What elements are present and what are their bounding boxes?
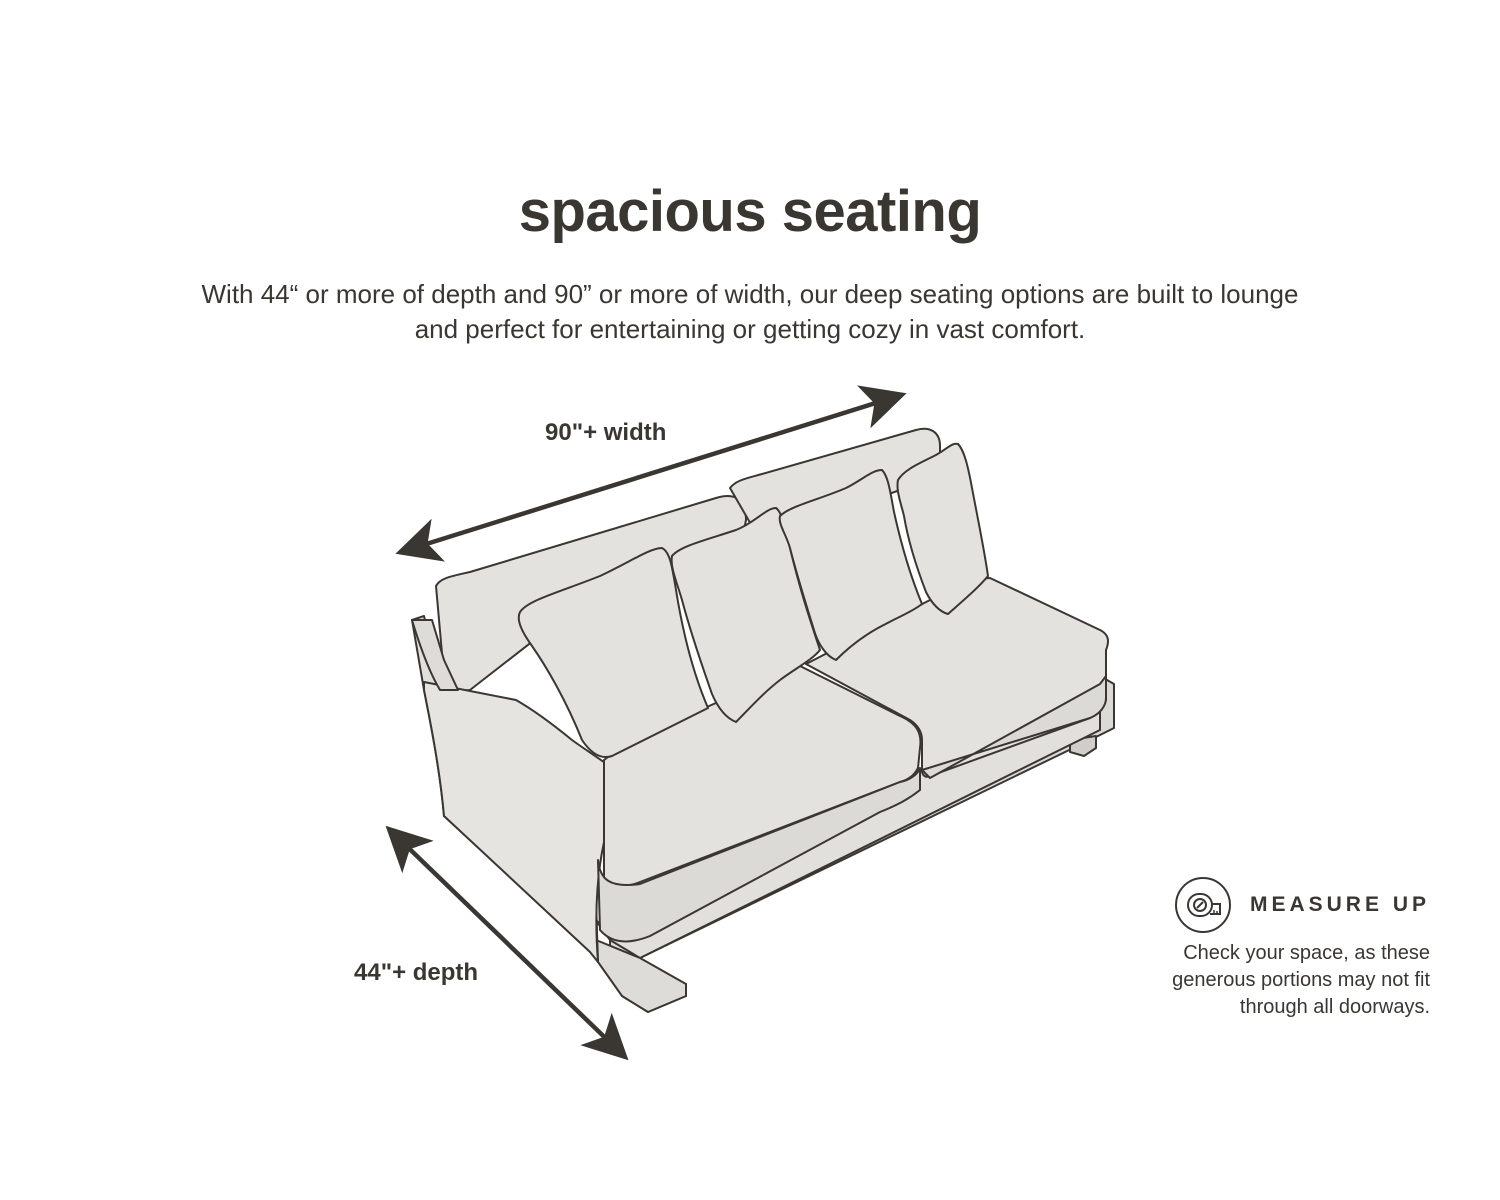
measure-up-line-3: through all doorways. [1239,996,1430,1018]
page-title: spacious seating [518,179,982,244]
measure-up-title: MEASURE UP [1249,893,1430,916]
intro-line-2: and perfect for entertaining or getting cozy in vast comfort. [414,314,1086,344]
measure-up-text [1130,940,1430,1021]
measure-up-line-2: generous portions may not fit [1172,969,1430,991]
tape-measure-icon [1174,876,1232,934]
measure-up-callout [1130,876,1430,1021]
measure-up-line-1: Check your space, as these [1183,942,1430,964]
intro-line-1: With 44“ or more of depth and 90” or more of width, our deep seating options are built to lounge [201,279,1299,309]
width-label: 90"+ width [545,419,667,446]
measure-up-header [1130,876,1430,934]
depth-label: 44"+ depth [354,959,479,986]
